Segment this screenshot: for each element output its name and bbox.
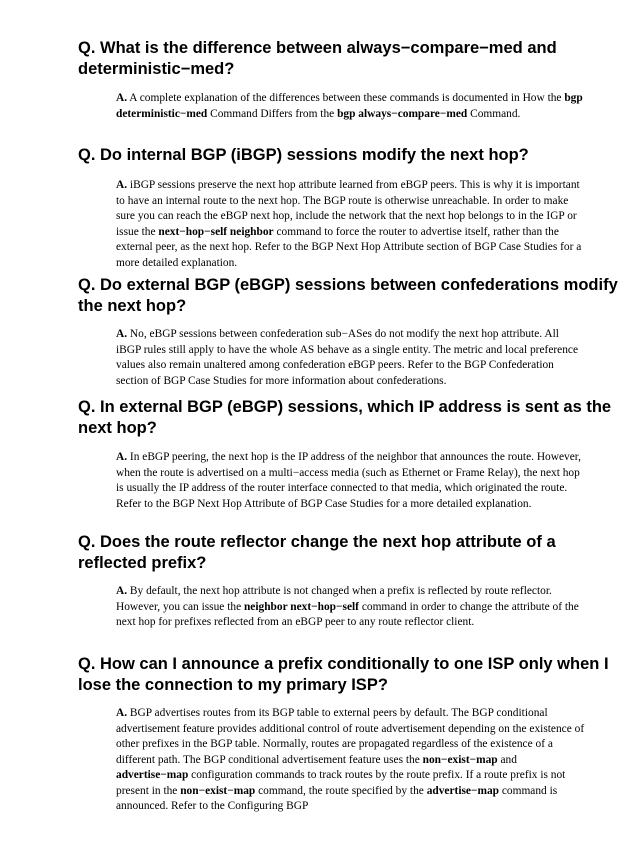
question-heading: Q. What is the difference between always−compare−med and deterministic−med? <box>78 39 557 78</box>
answer-text: iBGP sessions preserve the next hop attribute learned from eBGP peers. This is why it is important to have an internal route to the next hop. The BGP route is otherwise unreachable. In order to make sure you can reach the eBGP next hop, include the network that the next hop belongs to in the IGP or issue the <box>116 179 580 238</box>
question-heading: Q. Does the route reflector change the next hop attribute of a reflected prefix? <box>78 533 556 572</box>
answer-text: and <box>497 753 517 766</box>
question-heading: Q. Do external BGP (eBGP) sessions between confederations modify the next hop? <box>78 276 618 315</box>
answer-text: command, the route specified by the <box>255 784 427 797</box>
answer-label: A. <box>116 585 128 597</box>
answer-text: command is announced. Refer to the Configuring BGP <box>116 784 558 812</box>
command-name: advertise−map <box>426 784 499 797</box>
question-heading: Q. Do internal BGP (iBGP) sessions modify the next hop? <box>78 146 529 164</box>
answer-label: A. <box>116 451 128 463</box>
answer-label: A. <box>116 328 128 340</box>
answer-label: A. <box>116 179 128 191</box>
answer-text: Command. <box>467 107 521 120</box>
answer-text: In eBGP peering, the next hop is the IP address of the neighbor that announces the route. However, when the route is advertised on a multi−access media (such as Ethernet or Frame Relay), the next hop is usually the IP address of the router interface connected to that media, which originated the route. Refer to the BGP Next Hop Attribute of BGP Case Studies for a more detailed explanation. <box>116 451 581 510</box>
command-name: non−exist−map <box>180 784 256 797</box>
answer-paragraph <box>116 450 586 512</box>
answer-text: command to force the router to advertise itself, rather than the external peer, as the next hop. Refer to the BGP Next Hop Attribute section of BGP Case Studies for a more detailed explanation. <box>116 225 582 269</box>
answer-label: A. <box>116 707 128 719</box>
answer-text: BGP advertises routes from its BGP table to external peers by default. The BGP conditional advertisement feature provides additional control of route advertisement depending on the existence of other prefixes in the BGP table. Normally, routes are propagated regardless of the existence of a different path. The BGP conditional advertisement feature uses the <box>116 707 585 766</box>
answer-paragraph <box>116 327 586 389</box>
command-name: bgp deterministic−med <box>116 92 583 120</box>
answer-text: configuration commands to track routes by the route prefix. If a route prefix is not present in the <box>116 769 566 797</box>
answer-paragraph <box>116 91 586 122</box>
command-name: next−hop−self neighbor <box>158 225 274 238</box>
answer-text: command in order to change the attribute of the next hop for prefixes reflected from an eBGP peer to any route reflector client. <box>116 600 579 628</box>
answer-paragraph <box>116 178 586 271</box>
answer-label: A. <box>116 92 128 104</box>
question-heading: Q. How can I announce a prefix conditionally to one ISP only when I lose the connection to my primary ISP? <box>78 655 609 694</box>
command-name: bgp always−compare−med <box>337 107 468 120</box>
command-name: neighbor next−hop−self <box>243 600 359 613</box>
answer-paragraph <box>116 706 586 815</box>
answer-paragraph <box>116 584 586 631</box>
answer-text: No, eBGP sessions between confederation sub−ASes do not modify the next hop attribute. All iBGP rules still apply to have the whole AS behave as a single entity. The metric and local preference values also remain unaltered among confederation eBGP peers. Refer to the BGP Confederation section of BGP Case Studies for more information about confederations. <box>116 328 579 387</box>
question-heading: Q. In external BGP (eBGP) sessions, which IP address is sent as the next hop? <box>78 398 612 437</box>
answer-text: By default, the next hop attribute is not changed when a prefix is reflected by route reflector. However, you can issue the <box>116 585 552 613</box>
command-name: non−exist−map <box>422 753 498 766</box>
answer-text: A complete explanation of the differences between these commands is documented in How the <box>127 92 565 104</box>
answer-text: Command Differs from the <box>207 107 338 120</box>
command-name: advertise−map <box>116 769 189 781</box>
